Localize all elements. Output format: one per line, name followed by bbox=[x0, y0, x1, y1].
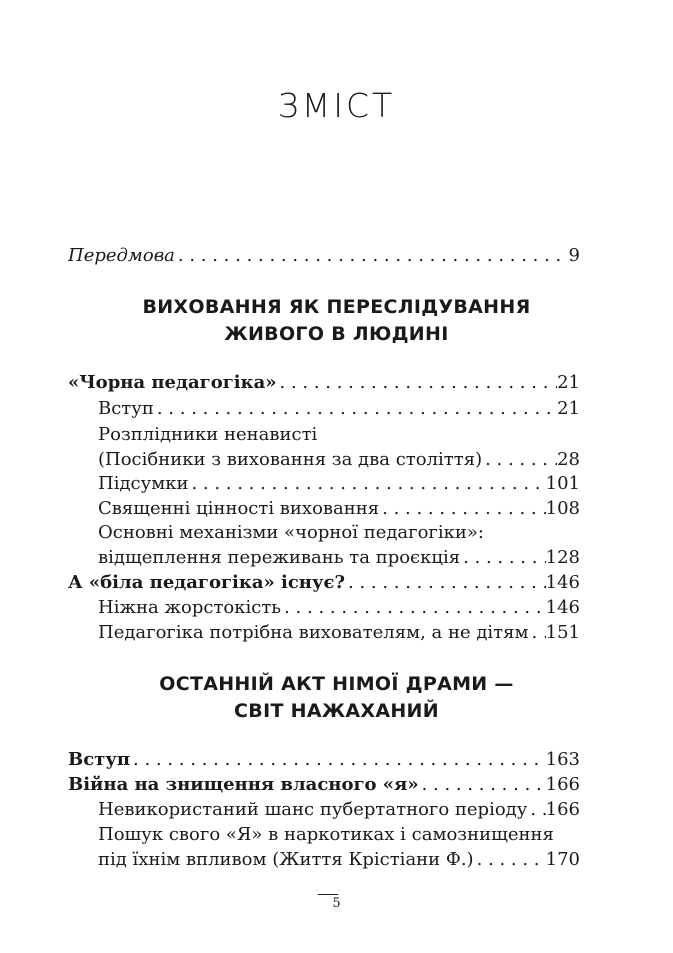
toc-entry-label: відщеплення переживань та проєкція bbox=[98, 547, 461, 568]
toc-entry-label: А «біла педагогіка» існує? bbox=[68, 572, 346, 593]
toc-entry[interactable] bbox=[98, 448, 580, 472]
toc-entry-page: 21 bbox=[557, 398, 580, 419]
toc-entry-label-line-1: Розплідники ненависті bbox=[98, 424, 318, 445]
toc-entry-label: Священні цінності виховання bbox=[98, 498, 380, 519]
toc-entry[interactable] bbox=[68, 571, 580, 595]
toc-entry-page: 128 bbox=[545, 547, 580, 568]
leader-dots bbox=[281, 596, 546, 620]
toc-entry-label: Педагогіка потрібна вихователям, а не дітям bbox=[98, 622, 529, 643]
toc-entry-page: 9 bbox=[568, 245, 580, 266]
page-number: 5 bbox=[332, 896, 341, 911]
toc-entry[interactable] bbox=[68, 748, 580, 772]
toc-entry[interactable] bbox=[98, 621, 580, 645]
leader-dots bbox=[188, 472, 545, 496]
toc-entry-label: «Чорна педагогіка» bbox=[68, 372, 277, 393]
section-heading-2-line-2: СВІТ НАЖАХАНИЙ bbox=[234, 700, 439, 722]
toc-entry[interactable] bbox=[68, 773, 580, 797]
toc-entry-label: Ніжна жорстокість bbox=[98, 597, 282, 618]
leader-dots bbox=[345, 571, 546, 595]
leader-dots bbox=[527, 798, 545, 822]
toc-entry[interactable] bbox=[98, 848, 580, 872]
toc-entry-label: Невикористаний шанс пубертатного періоду bbox=[98, 799, 528, 820]
toc-entry-label: Вступ bbox=[68, 749, 131, 770]
toc-entry-label: під їхнім впливом (Життя Крістіани Ф.) bbox=[98, 849, 474, 870]
page-title: ЗМІСТ bbox=[277, 86, 396, 125]
toc-entry[interactable] bbox=[98, 546, 580, 570]
toc-entry[interactable] bbox=[98, 798, 580, 822]
toc-entry-page: 166 bbox=[545, 799, 580, 820]
leader-dots bbox=[154, 397, 557, 421]
toc-entry[interactable] bbox=[68, 371, 580, 395]
toc-entry-page: 146 bbox=[545, 572, 580, 593]
leader-dots bbox=[460, 546, 546, 570]
leader-dots bbox=[529, 621, 546, 645]
toc-entry-label: Підсумки bbox=[98, 473, 189, 494]
section-heading-2-line-1: ОСТАННІЙ АКТ НІМОЇ ДРАМИ — bbox=[159, 673, 514, 695]
section-heading-1-line-2: ЖИВОГО В ЛЮДИНІ bbox=[224, 323, 449, 345]
toc-entry-page: 108 bbox=[545, 498, 580, 519]
leader-dots bbox=[419, 773, 546, 797]
toc-entry-page: 21 bbox=[557, 372, 580, 393]
toc-entry[interactable] bbox=[98, 596, 580, 620]
leader-dots bbox=[379, 497, 546, 521]
leader-dots bbox=[130, 748, 546, 772]
toc-entry[interactable] bbox=[98, 472, 580, 496]
toc-entry-label: Передмова bbox=[68, 245, 175, 266]
leader-dots bbox=[482, 448, 557, 472]
toc-entry-page: 101 bbox=[545, 473, 580, 494]
toc-entry-page: 170 bbox=[545, 849, 580, 870]
toc-entry[interactable] bbox=[98, 397, 580, 421]
toc-entry-page: 151 bbox=[545, 622, 580, 643]
section-heading-1-line-1: ВИХОВАННЯ ЯК ПЕРЕСЛІДУВАННЯ bbox=[142, 296, 531, 318]
leader-dots bbox=[175, 244, 569, 268]
toc-entry[interactable] bbox=[98, 497, 580, 521]
toc-entry-label-line-1: Основні механізми «чорної педагогіки»: bbox=[98, 522, 484, 543]
leader-dots bbox=[474, 848, 546, 872]
toc-entry-label: Вступ bbox=[98, 398, 154, 419]
page-number-rule bbox=[318, 894, 338, 895]
toc-entry-label: Війна на знищення власного «я» bbox=[68, 774, 419, 795]
toc-entry-label: (Посібники з виховання за два століття) bbox=[98, 449, 483, 470]
toc-entry-preface[interactable] bbox=[68, 244, 580, 268]
toc-entry-page: 163 bbox=[545, 749, 580, 770]
leader-dots bbox=[277, 371, 558, 395]
toc-entry-page: 28 bbox=[557, 449, 580, 470]
toc-entry-page: 146 bbox=[545, 597, 580, 618]
toc-entry-label-line-1: Пошук свого «Я» в наркотиках і самознищення bbox=[98, 824, 554, 845]
toc-entry-page: 166 bbox=[545, 774, 580, 795]
